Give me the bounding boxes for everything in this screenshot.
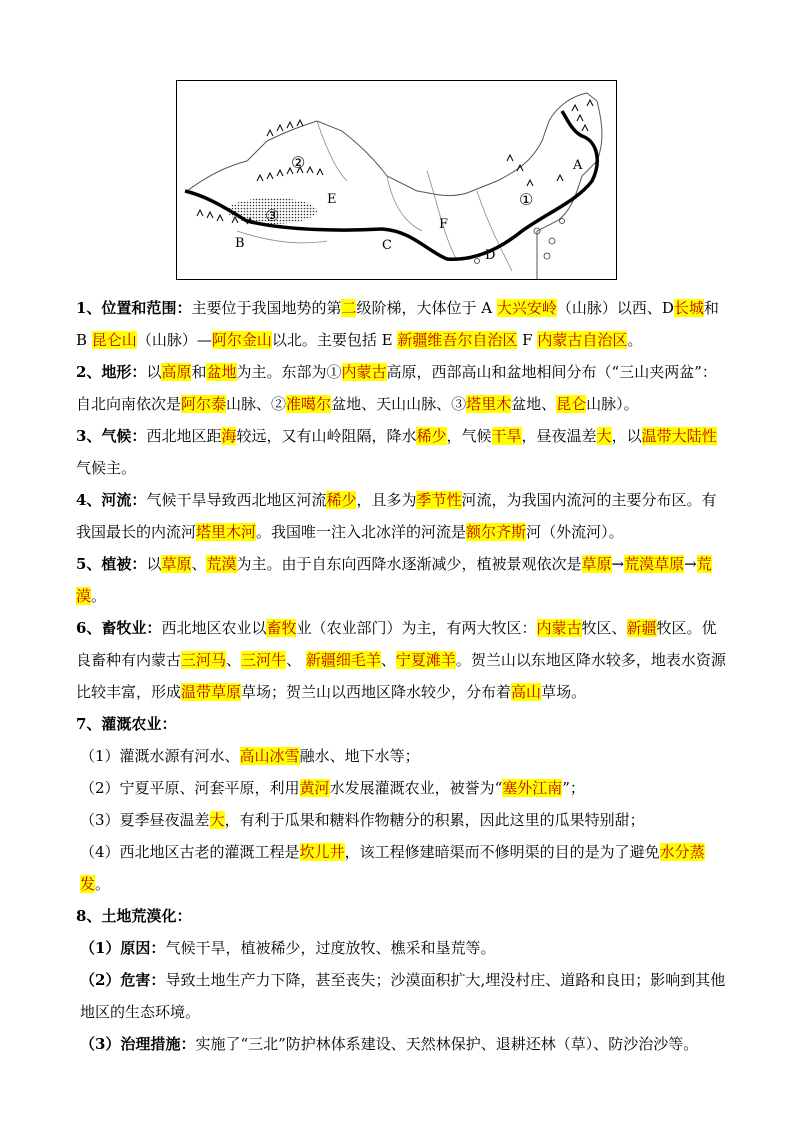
northwest-region-map	[176, 80, 617, 280]
section-7-item-1: （1）灌溉水源有河水、高山冰雪融水、地下水等；	[80, 747, 420, 765]
section-7-item-4: （4）西北地区古老的灌溉工程是坎儿井，该工程修建暗渠而不修明渠的目的是为了避免水分蒸发。	[80, 843, 705, 893]
region-boundary-line	[185, 111, 597, 259]
map-label-r3: ③	[265, 206, 280, 225]
section-4: 4、河流：气候干旱导致西北地区河流稀少，且多为季节性河流，为我国内流河的主要分布区。有我国最长的内流河塔里木河。我国唯一注入北冰洋的河流是额尔齐斯河（外流河）。	[76, 491, 717, 541]
section-7: 7、灌溉农业：	[76, 715, 177, 733]
section-2: 2、地形：以高原和盆地为主。东部为①内蒙古高原，西部高山和盆地相间分布（“三山夹两盆”：自北向南依次是阿尔泰山脉、②准噶尔盆地、天山山脉、③塔里木盆地、昆仑山脉）。	[76, 363, 717, 413]
map-drawing	[177, 81, 617, 280]
map-label-b: B	[235, 236, 245, 251]
section-8-item-1: （1）原因：气候干旱，植被稀少，过度放牧、樵采和垦荒等。	[80, 939, 496, 957]
section-3: 3、气候：西北地区距海较远，又有山岭阻隔，降水稀少，气候干旱，昼夜温差大，以温带大陆性气候主。	[76, 427, 717, 477]
map-label-d: D	[485, 248, 496, 263]
section-8-item-2: （2）危害：导致土地生产力下降，甚至丧失；沙漠面积扩大,埋没村庄、道路和良田；影响到其他地区的生态环境。	[80, 971, 726, 1021]
section-8-item-3: （3）治理措施：实施了“三北”防护林体系建设、天然林保护、退耕还林（草）、防沙治沙等。	[80, 1035, 699, 1053]
inner-borders	[237, 121, 512, 271]
map-label-f: F	[439, 217, 449, 232]
section-5: 5、植被：以草原、荒漠为主。由于自东向西降水逐渐减少，植被景观依次是草原→荒漠草原→荒漠。	[76, 555, 712, 605]
map-label-a: A	[573, 158, 583, 173]
study-notes	[76, 292, 726, 1060]
country-border	[187, 93, 602, 280]
map-label-r1: ①	[519, 190, 534, 209]
map-label-e: E	[327, 192, 337, 207]
map-label-r2: ②	[291, 153, 306, 172]
section-6: 6、畜牧业：西北地区农业以畜牧业（农业部门）为主，有两大牧区：内蒙古牧区、新疆牧区。优良畜种有内蒙古三河马、三河牛、 新疆细毛羊、宁夏滩羊。贺兰山以东地区降水较多，地表水资源比较丰富，形成温带草原草场；贺兰山以西地区降水较少，分布着高山草场。	[76, 619, 726, 701]
map-label-c: C	[382, 238, 392, 253]
section-7-item-3: （3）夏季昼夜温差大，有利于瓜果和糖料作物糖分的积累，因此这里的瓜果特别甜；	[80, 811, 645, 829]
section-7-item-2: （2）宁夏平原、河套平原，利用黄河水发展灌溉农业，被誉为“塞外江南”；	[80, 779, 585, 797]
section-1: 1、位置和范围：主要位于我国地势的第二级阶梯，大体位于 A 大兴安岭（山脉）以西、D长城和 B 昆仑山（山脉）—阿尔金山以北。主要包括 E 新疆维吾尔自治区 F 内蒙古自治区。	[76, 299, 719, 349]
section-8: 8、土地荒漠化：	[76, 907, 192, 925]
